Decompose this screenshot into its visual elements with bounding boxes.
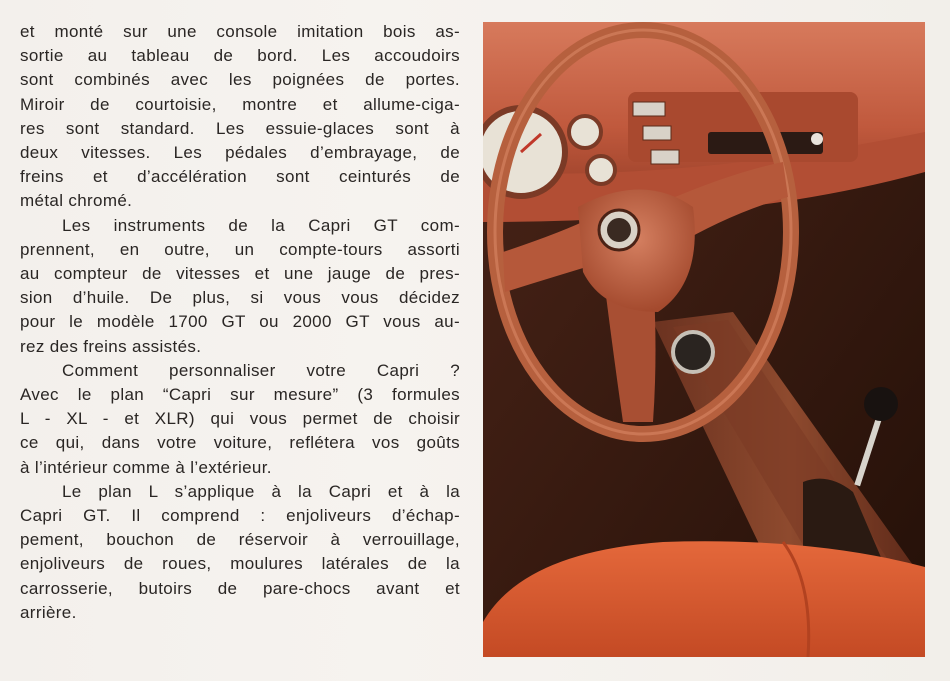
text-line: Le plan L s’applique à la Capri et à la [62,481,460,501]
text-line: ce qui, dans votre voiture, reflétera vos goûts [20,433,460,453]
oil-pressure-gauge [673,332,713,372]
switch-button [643,126,671,140]
text-line: L - XL - et XLR) qui vous permet de choisir [20,409,460,429]
emblem-center [607,218,631,242]
paragraph-1 [20,20,460,214]
interior-photo [483,22,925,657]
text-line: sion d’huile. De plus, si vous vous décidez [20,288,460,308]
article-text [20,20,460,625]
text-line: prennent, en outre, un compte-tours assorti [20,239,460,259]
text-line: pour le modèle 1700 GT ou 2000 GT vous au- [20,312,460,332]
text-line: rez des freins assistés. [20,336,202,356]
text-line: sortie au tableau de bord. Les accoudoirs [20,46,460,66]
text-line: enjoliveurs de roues, moulures latérales de la [20,554,460,574]
text-line: arrière. [20,602,77,622]
switch-button [633,102,665,116]
small-gauge [587,156,615,184]
text-line: Comment personnaliser votre Capri ? [62,360,460,380]
text-line: métal chromé. [20,191,133,211]
text-line: à l’intérieur comme à l’extérieur. [20,457,272,477]
text-line: Avec le plan “Capri sur mesure” (3 formules [20,385,460,405]
paragraph-3 [20,359,460,480]
text-line: carrosserie, butoirs de pare-chocs avant et [20,578,460,598]
text-line: freins et d’accélération sont ceinturés de [20,167,460,187]
text-line: sont combinés avec les poignées de portes. [20,70,460,90]
dash-knob [811,133,823,145]
text-line: au compteur de vitesses et une jauge de pres- [20,264,460,284]
switch-button [651,150,679,164]
text-line: pement, bouchon de réservoir à verrouillage, [20,530,460,550]
gear-knob [864,387,898,421]
text-line: Miroir de courtoisie, montre et allume-ciga- [20,94,460,114]
small-gauge [569,116,601,148]
text-line: res sont standard. Les essuie-glaces sont à [20,118,460,138]
text-line: et monté sur une console imitation bois as- [20,22,460,41]
paragraph-4 [20,480,460,625]
paragraph-2 [20,214,460,359]
interior-photo-illustration [483,22,925,657]
text-line: Capri GT. Il comprend : enjoliveurs d’échap- [20,506,460,526]
text-line: Les instruments de la Capri GT com- [62,215,460,235]
text-line: deux vitesses. Les pédales d’embrayage, de [20,143,460,163]
